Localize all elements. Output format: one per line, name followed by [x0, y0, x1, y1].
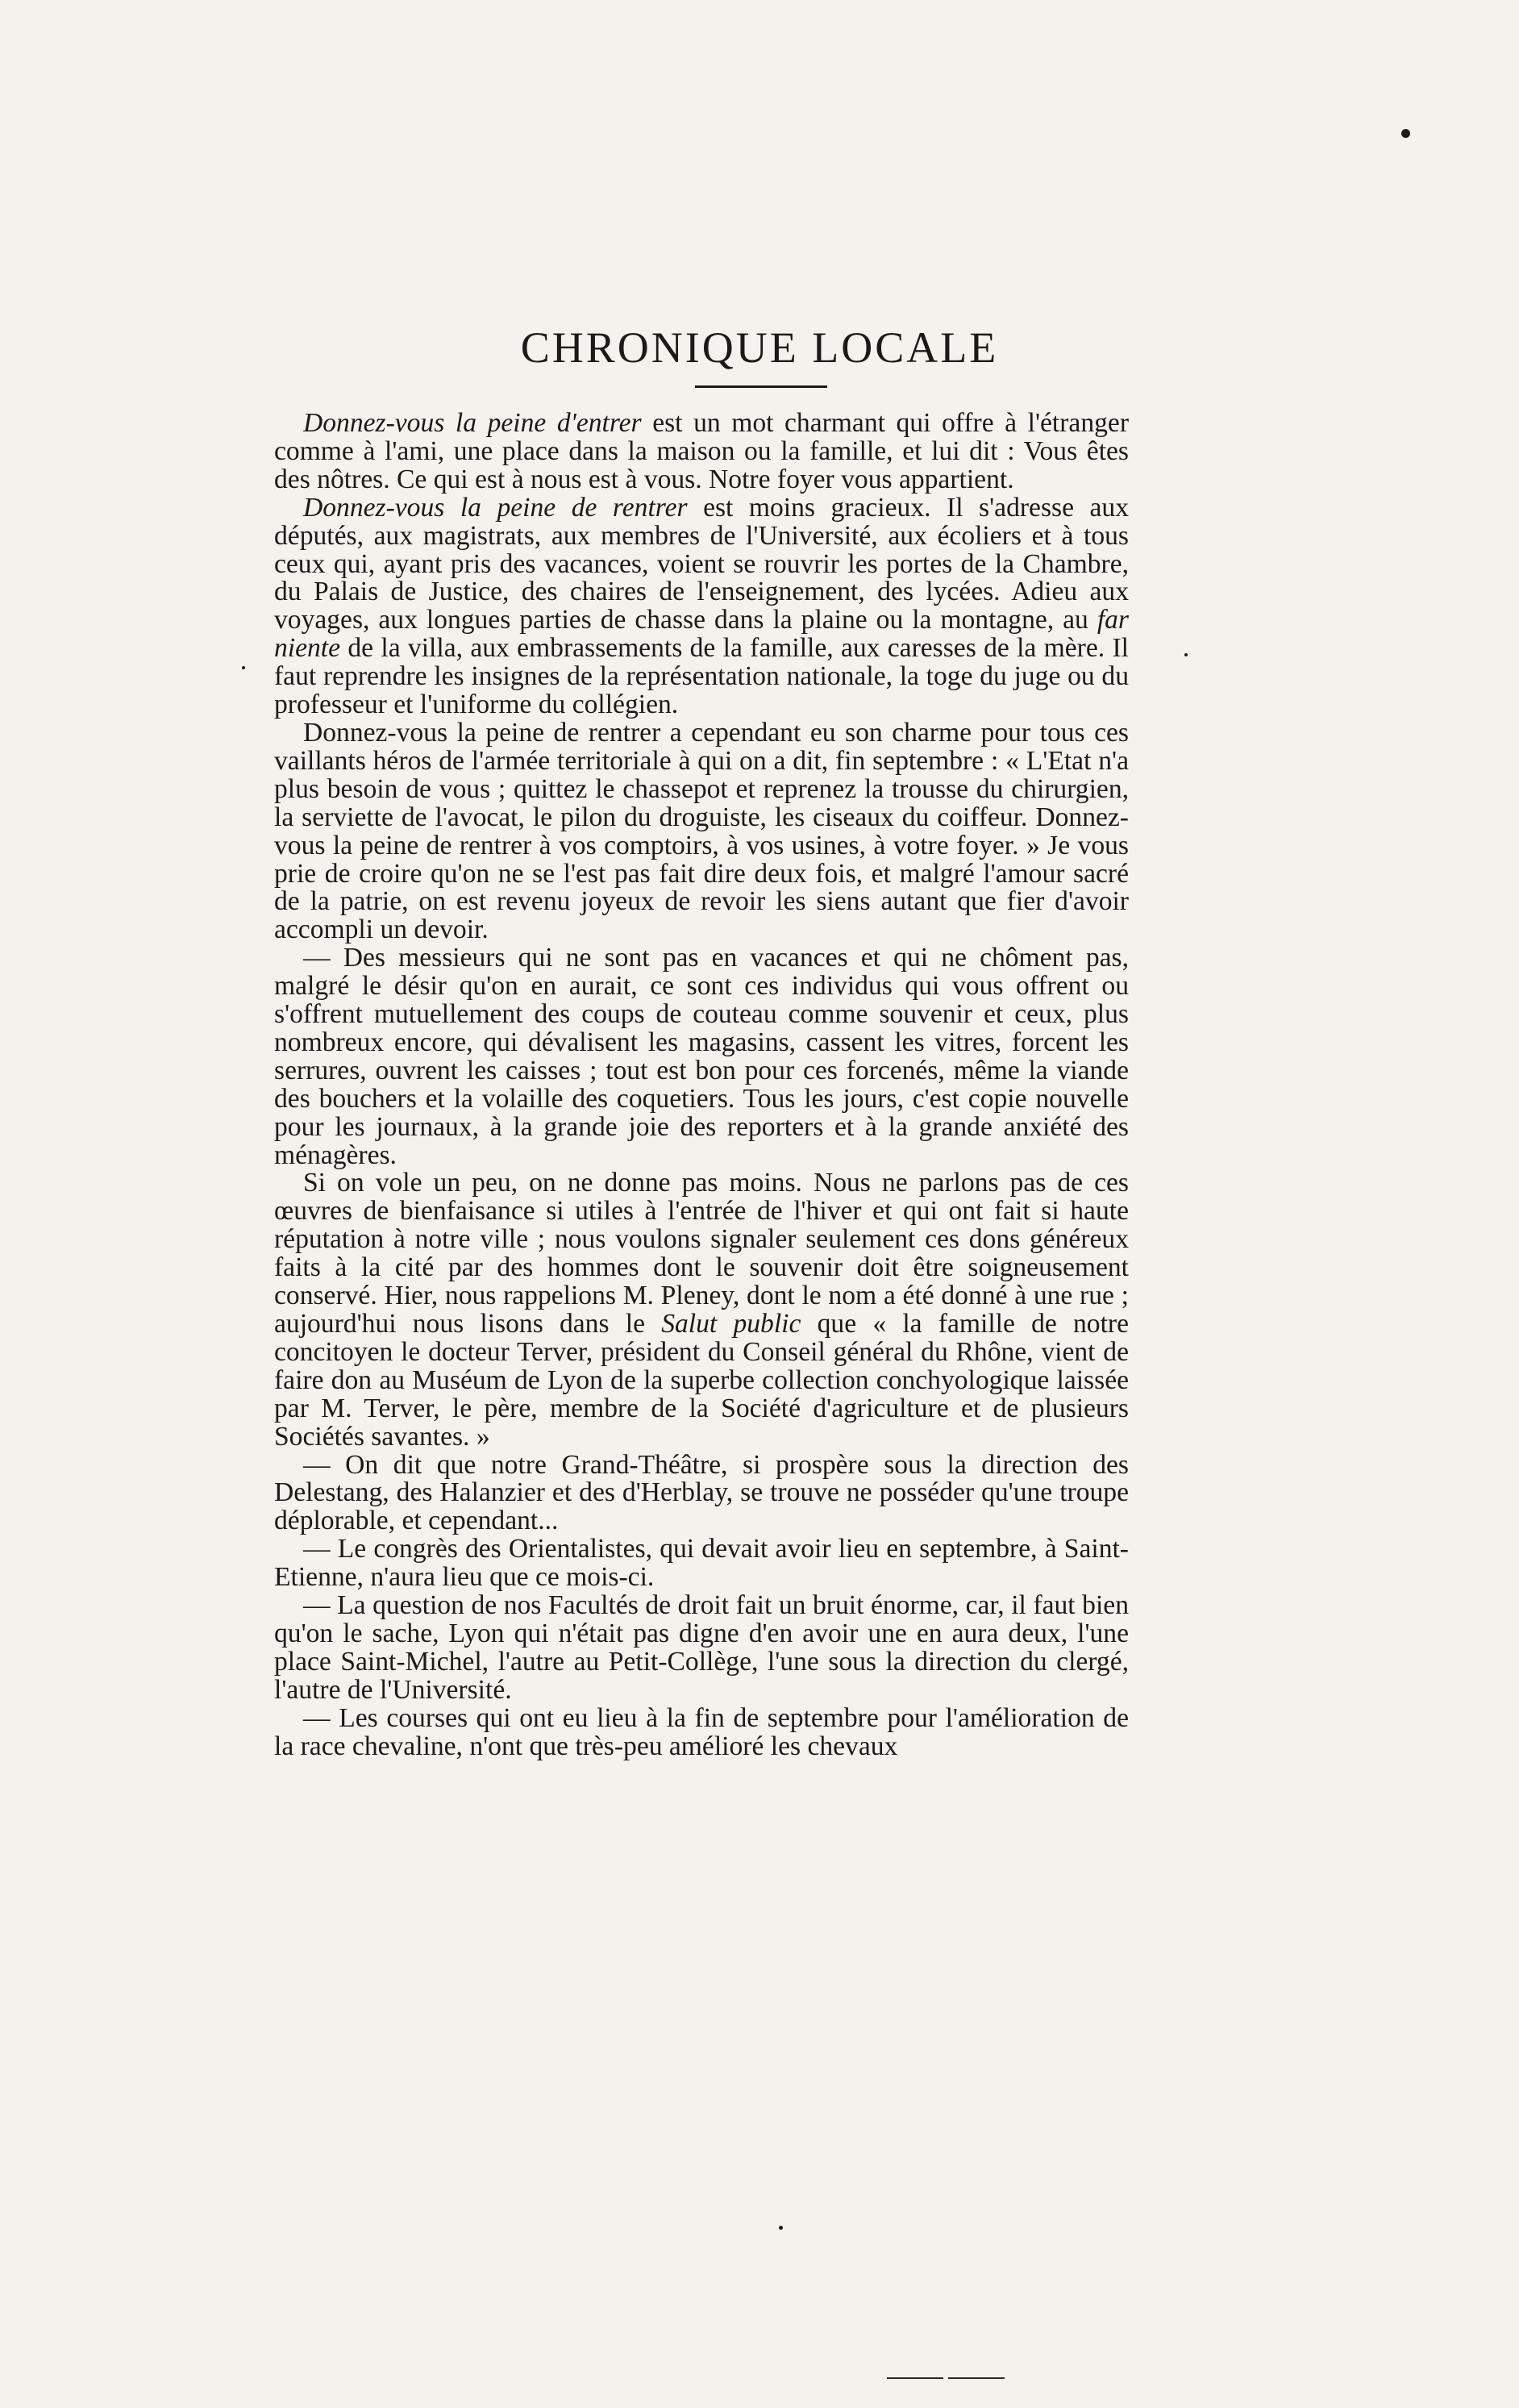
- paragraph-4: [274, 944, 1129, 1169]
- ink-speck: [779, 2226, 783, 2230]
- paragraph-2-text-2: de la villa, aux embrassements de la famille, aux caresses de la mère. Il faut reprendre les insignes de la représentation nationale, la toge du juge ou du professeur et l'uniforme du collégien.: [274, 633, 1129, 720]
- ink-speck: [1184, 653, 1188, 656]
- bottom-rule-left: [887, 2377, 943, 2379]
- paragraph-5-text-2: que « la famille de notre concitoyen le docteur Terver, président du Conseil général du Rhône, vient de faire don au Muséum de Lyon de la superbe collection conchyologique laissée par M. Terver, le père, membre de la Société d'agriculture et de plusieurs Sociétés savantes. »: [274, 1309, 1130, 1452]
- paragraph-1-italic: Donnez-vous la peine d'entrer: [303, 408, 642, 438]
- paragraph-7: [274, 1535, 1129, 1592]
- ink-speck: [1401, 129, 1410, 138]
- article-body: [274, 410, 1129, 1761]
- paragraph-2-text: est moins gracieux. Il s'adresse aux députés, aux magistrats, aux membres de l'Université, aux écoliers et à tous ceux qui, ayant pris des vacances, voient se rouvrir les portes de la Chambre, du Palais de Justice, des chaires de l'enseignement, des lycées. Adieu aux voyages, aux longues parties de chasse dans la plaine ou la montagne, au: [274, 492, 1129, 635]
- paragraph-6-text: — On dit que notre Grand-Théâtre, si prospère sous la direction des Delestang, des Halanzier et des d'Herblay, se trouve ne posséder qu'une troupe déplorable, et cependant...: [274, 1449, 1129, 1536]
- paragraph-9-text: — Les courses qui ont eu lieu à la fin de septembre pour l'amélioration de la race chevaline, n'ont que très-peu amélioré les chevaux: [274, 1702, 1129, 1761]
- paragraph-4-text: — Des messieurs qui ne sont pas en vacances et qui ne chôment pas, malgré le désir qu'on en aurait, ce sont ces individus qui vous offrent ou s'offrent mutuellement des coups de couteau comme souvenir et ceux, plus nombreux encore, qui dévalisent les magasins, cassent les vitres, forcent les serrures, ouvrent les caisses ; tout est bon pour ces forcenés, même la viande des bouchers et la volaille des coquetiers. Tous les jours, c'est copie nouvelle pour les journaux, à la grande joie des reporters et à la grande anxiété des ménagères.: [274, 943, 1129, 1170]
- title-rule: [695, 385, 827, 388]
- paragraph-2: [274, 494, 1129, 719]
- paragraph-3-text: Donnez-vous la peine de rentrer a cependant eu son charme pour tous ces vaillants héros de l'armée territoriale à qui on a dit, fin septembre : « L'Etat n'a plus besoin de vous ; quittez le chassepot et reprenez la trousse du chirurgien, la serviette de l'avocat, le pilon du droguiste, les ciseaux du coiffeur. Donnez-vous la peine de rentrer à vos comptoirs, à vos usines, à votre foyer. » Je vous prie de croire qu'on ne se l'est pas fait dire deux fois, et malgré l'amour sacré de la patrie, on est revenu joyeux de revoir les siens autant que fier d'avoir accompli un devoir.: [274, 717, 1129, 945]
- paragraph-5-text: Si on vole un peu, on ne donne pas moins. Nous ne parlons pas de ces œuvres de bienfaisance si utiles à l'entrée de l'hiver et qui ont fait si haute réputation à notre ville ; nous voulons signaler seulement ces dons généreux faits à la cité par des hommes dont le souvenir doit être soigneusement conservé. Hier, nous rappelions M. Pleney, dont le nom a été donné à une rue ; aujourd'hui nous lisons dans le: [274, 1168, 1129, 1339]
- paragraph-8: [274, 1592, 1129, 1705]
- paragraph-9: [274, 1702, 1129, 1761]
- paragraph-8-text: — La question de nos Facultés de droit fait un bruit énorme, car, il faut bien qu'on le sache, Lyon qui n'était pas digne d'en avoir une en aura deux, l'une place Saint-Michel, l'autre au Petit-Collège, l'une sous la direction du clergé, l'autre de l'Université.: [274, 1590, 1129, 1705]
- paragraph-5-italic: Salut public: [661, 1309, 801, 1339]
- paragraph-2-italic: Donnez-vous la peine de rentrer: [303, 492, 688, 523]
- paragraph-2-italic-2: far niente: [274, 605, 1129, 664]
- ink-speck: [242, 666, 245, 669]
- paragraph-5: [274, 1169, 1129, 1451]
- paragraph-7-text: — Le congrès des Orientalistes, qui devait avoir lieu en septembre, à Saint-Etienne, n'aura lieu que ce mois-ci.: [274, 1534, 1129, 1593]
- paragraph-1: [274, 410, 1129, 494]
- paragraph-3: [274, 719, 1129, 944]
- paragraph-6: [274, 1449, 1129, 1536]
- paragraph-1-text: est un mot charmant qui offre à l'étranger comme à l'ami, une place dans la maison ou la famille, et lui dit : Vous êtes des nôtres. Ce qui est à nous est à vous. Notre foyer vous appartient.: [274, 408, 1129, 494]
- bottom-rule-right: [948, 2377, 1005, 2379]
- page-title: CHRONIQUE LOCALE: [520, 323, 999, 372]
